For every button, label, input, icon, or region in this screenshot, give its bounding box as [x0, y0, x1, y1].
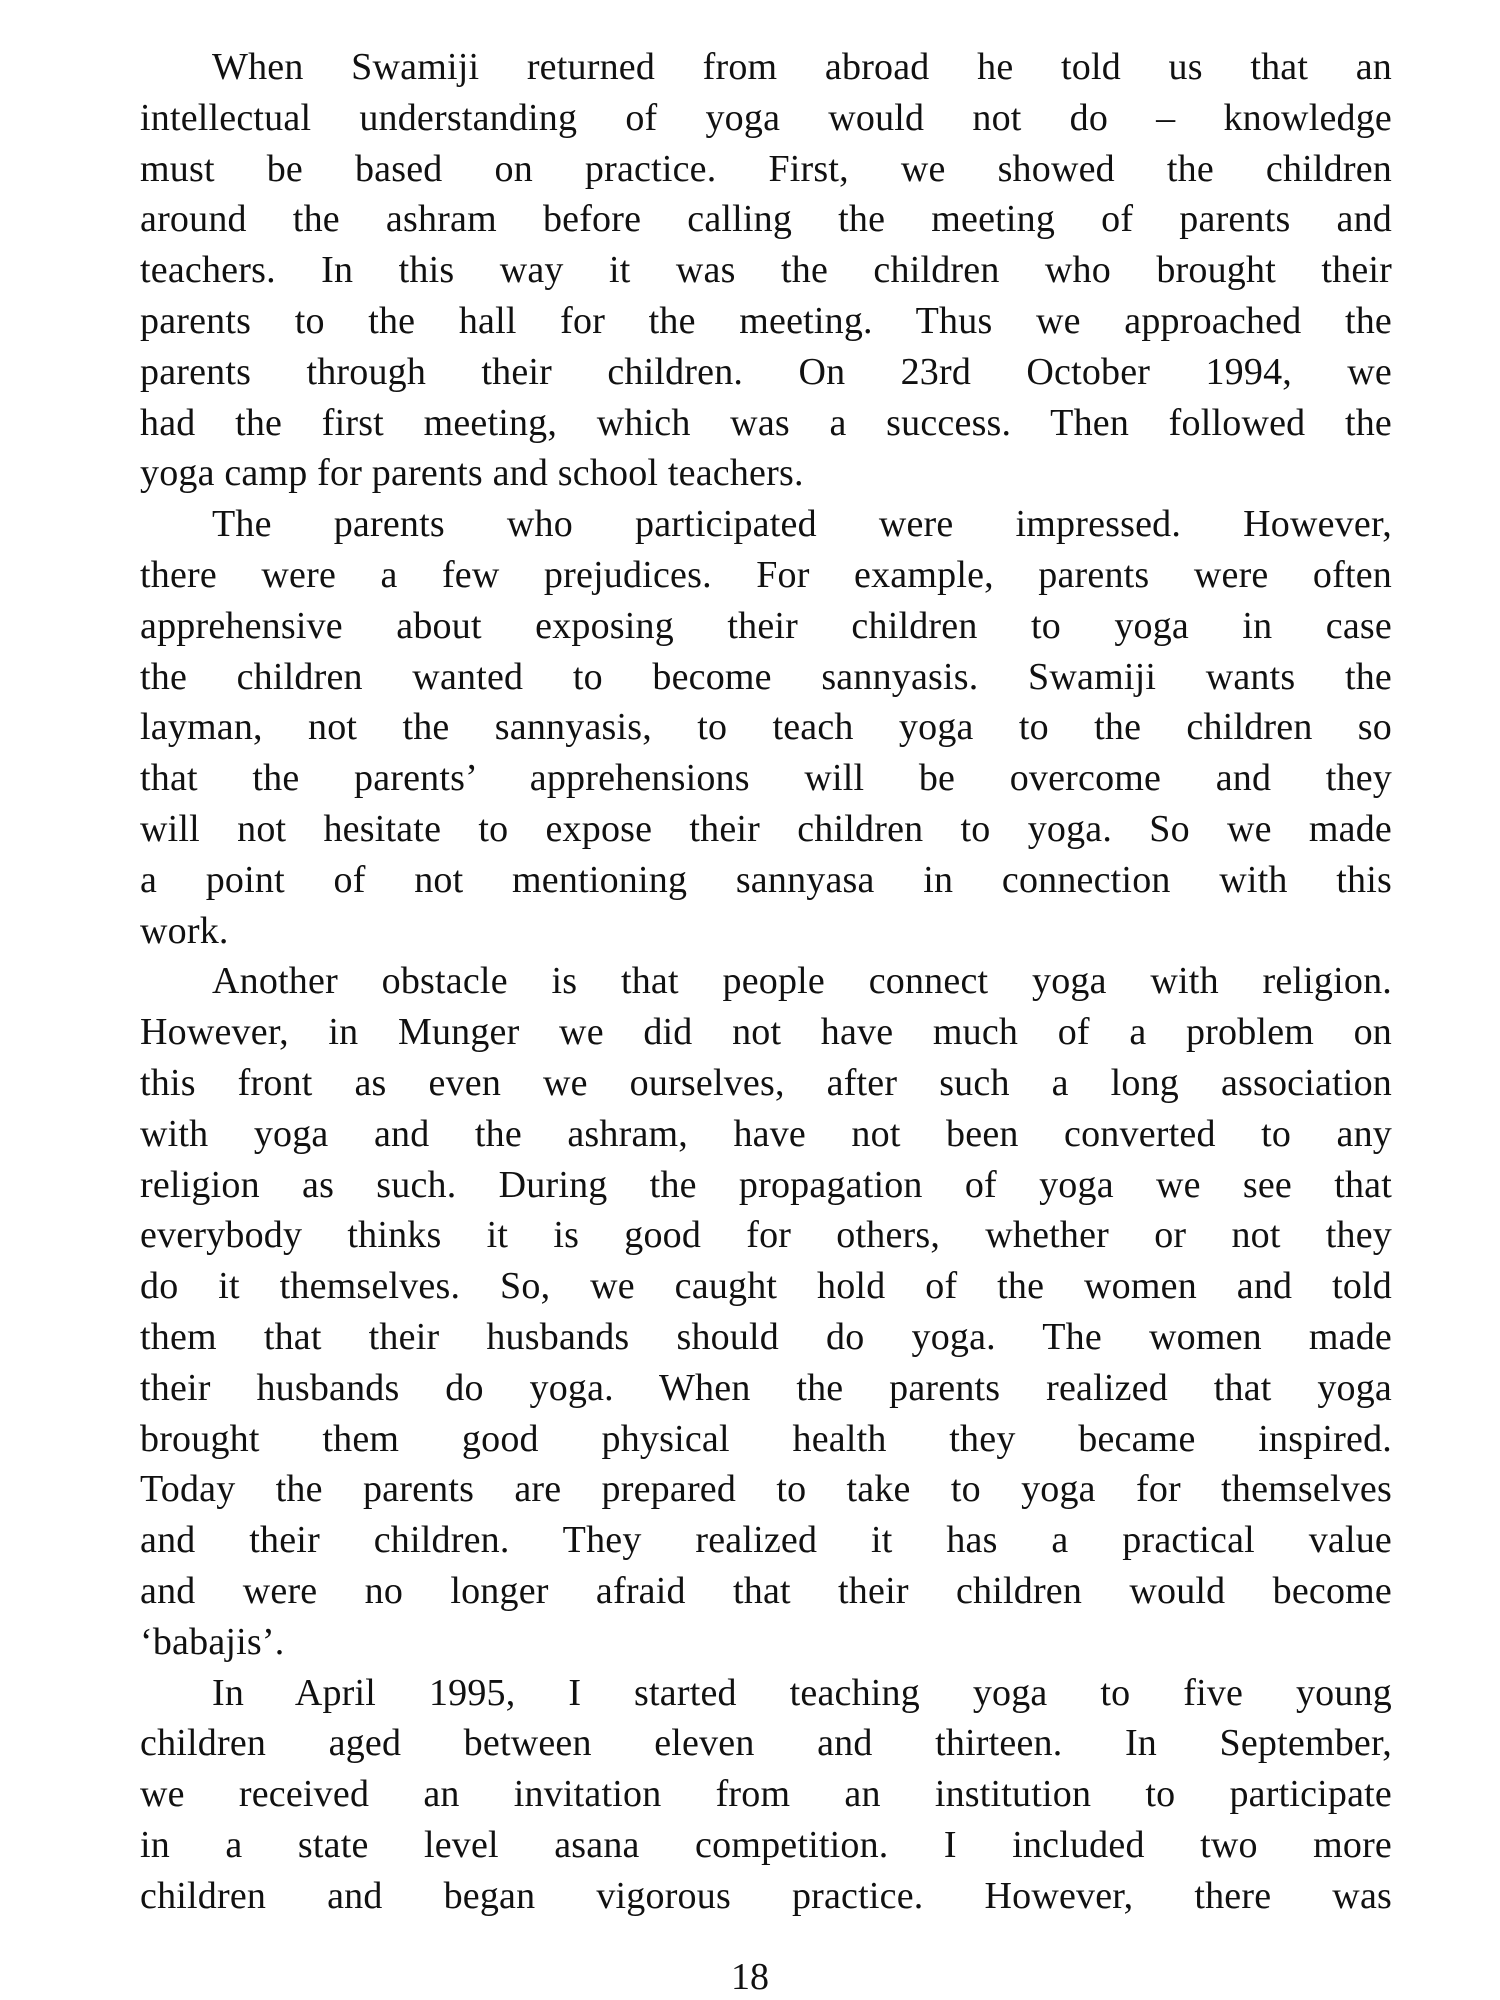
text-line: children and began vigorous practice. However, there was	[140, 1874, 1392, 1917]
text-line: Another obstacle is that people connect yoga with religion.	[212, 960, 1392, 1003]
paragraph	[140, 42, 1392, 499]
text-line: this front as even we ourselves, after such a long association	[140, 1061, 1392, 1104]
text-line: their husbands do yoga. When the parents realized that yoga	[140, 1366, 1392, 1409]
paragraph	[140, 499, 1392, 956]
text-line: parents through their children. On 23rd October 1994, we	[140, 350, 1392, 393]
text-line: the children wanted to become sannyasis. Swamiji wants the	[140, 655, 1392, 698]
text-line: must be based on practice. First, we showed the children	[140, 147, 1392, 190]
text-line: layman, not the sannyasis, to teach yoga to the children so	[140, 706, 1392, 749]
text-line: apprehensive about exposing their children to yoga in case	[140, 604, 1392, 647]
text-line: parents to the hall for the meeting. Thus we approached the	[140, 299, 1392, 342]
text-line: with yoga and the ashram, have not been converted to any	[140, 1112, 1392, 1155]
text-line: and their children. They realized it has a practical value	[140, 1519, 1392, 1562]
text-line: do it themselves. So, we caught hold of the women and told	[140, 1265, 1392, 1308]
paragraph	[140, 1668, 1392, 1922]
text-line: When Swamiji returned from abroad he told us that an	[212, 46, 1392, 88]
text-line: and were no longer afraid that their children would become	[140, 1569, 1392, 1612]
text-line: that the parents’ apprehensions will be overcome and they	[140, 757, 1392, 800]
text-line: Today the parents are prepared to take to yoga for themselves	[140, 1468, 1392, 1511]
text-line: religion as such. During the propagation of yoga we see that	[140, 1163, 1392, 1206]
text-line: them that their husbands should do yoga. The women made	[140, 1315, 1392, 1358]
text-line: yoga camp for parents and school teachers.	[140, 452, 804, 495]
text-line: around the ashram before calling the meeting of parents and	[140, 198, 1392, 241]
text-line: children aged between eleven and thirteen. In September,	[140, 1722, 1392, 1765]
text-line: brought them good physical health they became inspired.	[140, 1417, 1392, 1460]
text-line: intellectual understanding of yoga would not do – knowledge	[140, 96, 1392, 139]
text-line: had the first meeting, which was a success. Then followed the	[140, 401, 1392, 444]
text-line: ‘babajis’.	[140, 1620, 285, 1663]
text-line: teachers. In this way it was the children who brought their	[140, 249, 1392, 292]
text-line: However, in Munger we did not have much of a problem on	[140, 1011, 1392, 1054]
text-line: In April 1995, I started teaching yoga to five young	[212, 1671, 1392, 1714]
paragraph	[140, 956, 1392, 1667]
text-line: work.	[140, 909, 229, 952]
page-number: 18	[731, 1956, 769, 1998]
text-line: will not hesitate to expose their children to yoga. So we made	[140, 807, 1392, 850]
text-line: a point of not mentioning sannyasa in connection with this	[140, 858, 1392, 901]
text-line: we received an invitation from an institution to participate	[140, 1773, 1392, 1816]
text-line: The parents who participated were impressed. However,	[212, 503, 1392, 546]
text-line: in a state level asana competition. I included two more	[140, 1823, 1392, 1866]
text-line: there were a few prejudices. For example, parents were often	[140, 553, 1392, 596]
page-body	[140, 42, 1392, 1921]
text-line: everybody thinks it is good for others, whether or not they	[140, 1214, 1392, 1257]
